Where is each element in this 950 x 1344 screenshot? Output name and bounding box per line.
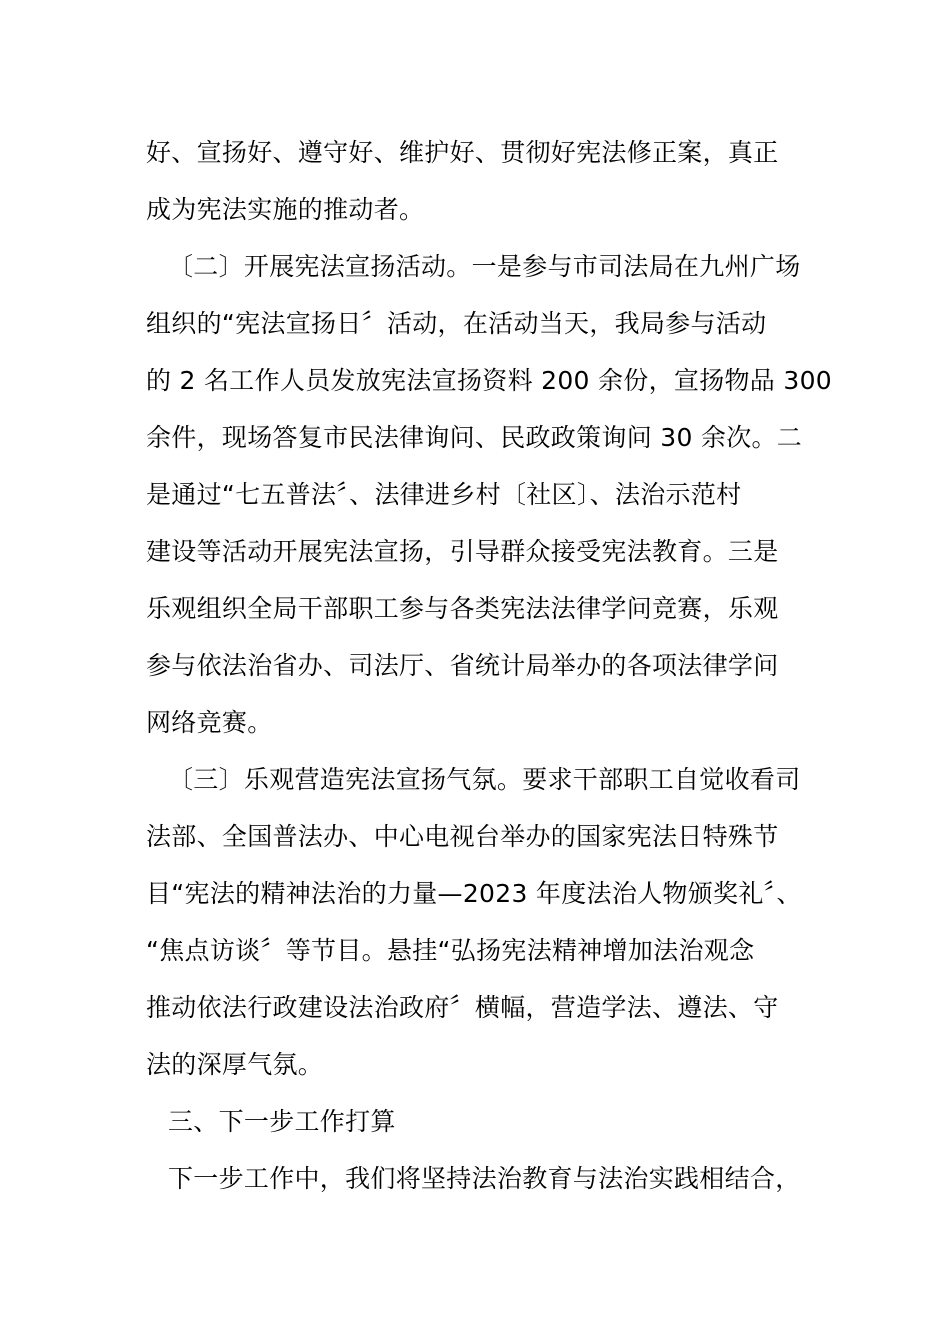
text-line: 成为宪法实施的推动者。 <box>146 195 425 224</box>
text-line: 余件，现场答复市民法律询问、民政政策询问 30 余次。二 <box>146 423 803 452</box>
text-line: 组织的“宪法宣扬日〞活动，在活动当天，我局参与活动 <box>146 309 767 338</box>
section-heading: 三、下一步工作打算 <box>168 1107 396 1136</box>
text-line: 建设等活动开展宪法宣扬，引导群众接受宪法教育。三是 <box>146 537 779 566</box>
text-line: 法部、全国普法办、中心电视台举办的国家宪法日特殊节 <box>146 822 779 851</box>
text-line: 法的深厚气氛。 <box>146 1050 324 1079</box>
text-line: 下一步工作中，我们将坚持法治教育与法治实践相结合， <box>168 1164 801 1193</box>
text-line: 〔二〕开展宪法宣扬活动。一是参与市司法局在九州广场 <box>168 252 801 281</box>
text-line: 好、宣扬好、遵守好、维护好、贯彻好宪法修正案，真正 <box>146 138 779 167</box>
text-line: 乐观组织全局干部职工参与各类宪法法律学问竞赛，乐观 <box>146 594 779 623</box>
text-line: 〔三〕乐观营造宪法宣扬气氛。要求干部职工自觉收看司 <box>168 765 801 794</box>
text-line: 的 2 名工作人员发放宪法宣扬资料 200 余份，宣扬物品 300 <box>146 366 832 395</box>
text-line: 参与依法治省办、司法厅、省统计局举办的各项法律学问 <box>146 651 779 680</box>
text-line: 目“宪法的精神法治的力量—2023 年度法治人物颁奖礼〞、 <box>146 879 802 908</box>
text-line: 是通过“七五普法〞、法律进乡村〔社区〕、法治示范村 <box>146 480 742 509</box>
text-line: “焦点访谈〞等节目。悬挂“弘扬宪法精神增加法治观念 <box>146 936 755 965</box>
text-line: 推动依法行政建设法治政府〞横幅，营造学法、遵法、守 <box>146 993 779 1022</box>
text-line: 网络竞赛。 <box>146 708 273 737</box>
